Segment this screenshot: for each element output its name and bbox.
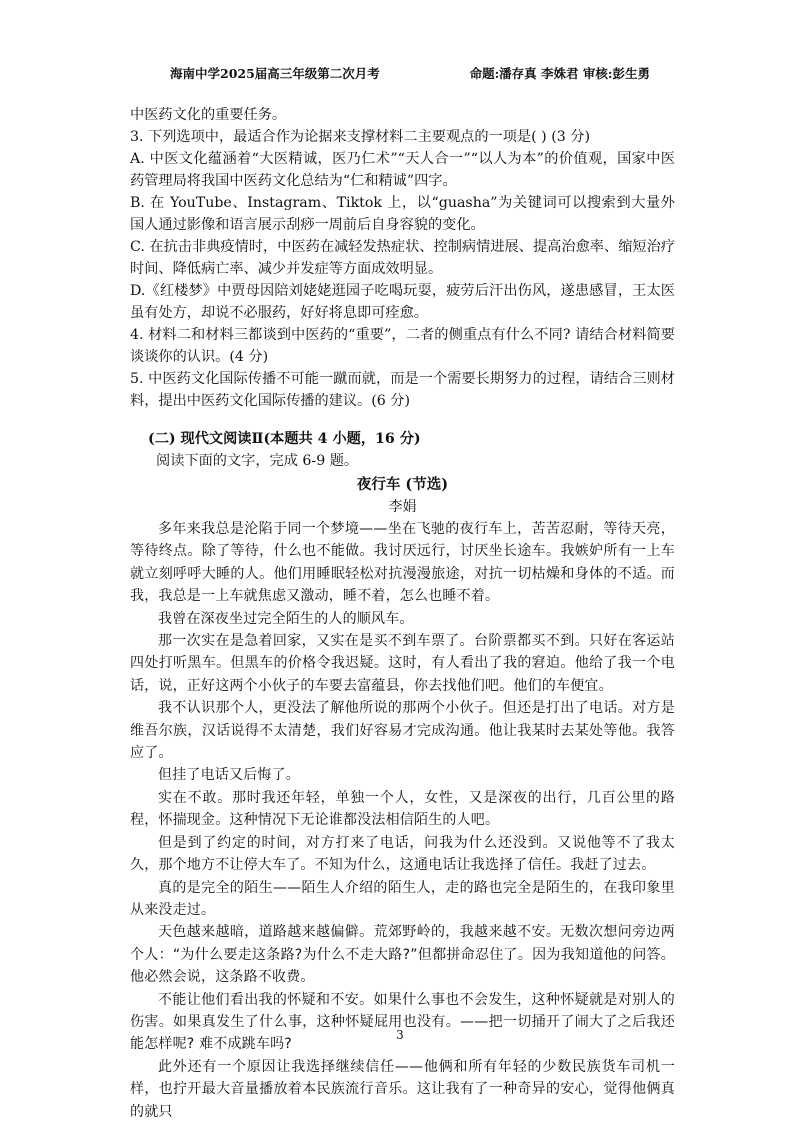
exam-credits: 命题:潘存真 李姝君 审核:彭生勇 (469, 66, 650, 81)
story-paragraph: 不能让他们看出我的怀疑和不安。如果什么事也不会发生，这种怀疑就是对别人的伤害。如果真发生了什么事，这种怀疑屁用也没有。——把一切捅开了闹大了之后我还能怎样呢? 难不成跳车吗? (130, 991, 675, 1053)
section-heading: (二) 现代文阅读Ⅱ(本题共 4 小题，16 分) (148, 431, 421, 447)
story-paragraph: 此外还有一个原因让我选择继续信任——他俩和所有年轻的少数民族货车司机一样，也拧开最大音量播放着本民族流行音乐。这让我有了一种奇异的安心，觉得他俩真的就只 (130, 1058, 675, 1120)
question-3: 3. 下列选项中，最适合作为论据来支撑材料二主要观点的一项是( ) (3 分) (130, 129, 590, 145)
option-b: B. 在 YouTube、Instagram、Tiktok 上，以“guasha”为关键词可以搜索到大量外国人通过影像和语言展示刮痧一周前后自身容貌的变化。 (130, 195, 675, 233)
option-a: A. 中医文化蕴涵着“大医精诚，医乃仁术”“天人合一”“以人为本”的价值观，国家中医药管理局将我国中医药文化总结为“仁和精诚”四字。 (130, 151, 675, 189)
page-header (170, 64, 650, 82)
page-number: 3 (396, 1028, 404, 1042)
option-c: C. 在抗击非典疫情时，中医药在减轻发热症状、控制病情进展、提高治愈率、缩短治疗时间、降低病亡率、减少并发症等方面成效明显。 (130, 239, 675, 277)
story-author: 李娟 (388, 499, 417, 515)
story-paragraph: 那一次实在是急着回家，又实在是买不到车票了。台阶票都买不到。只好在客运站四处打听黑车。但黑车的价格令我迟疑。这时，有人看出了我的窘迫。他给了我一个电话，说，正好这两个小伙子的车要去富蕴县，你去找他们吧。他们的车便宜。 (130, 633, 675, 694)
story-paragraph: 真的是完全的陌生——陌生人介绍的陌生人，走的路也完全是陌生的，在我印象里从来没走过。 (130, 879, 675, 918)
story-paragraph: 我曾在深夜坐过完全陌生的人的顺风车。 (158, 610, 414, 627)
story-paragraph: 实在不敢。那时我还年轻，单独一个人，女性，又是深夜的出行，几百公里的路程，怀揣现金。这种情况下无论谁都没法相信陌生的人吧。 (130, 789, 675, 829)
story-paragraph: 但是到了约定的时间，对方打来了电话，问我为什么还没到。又说他等不了我太久，那个地方不让停大车了。不知为什么，这通电话让我选择了信任。我赶了过去。 (130, 834, 675, 874)
story-paragraph: 我不认识那个人，更没法了解他所说的那两个小伙子。但还是打出了电话。对方是维吾尔族，汉话说得不太清楚，我们好容易才完成沟通。他让我某时去某处等他。我答应了。 (130, 700, 675, 762)
intro-line: 中医药文化的重要任务。 (130, 107, 287, 123)
story-title: 夜行车 (节选) (356, 476, 449, 493)
option-d: D.《红楼梦》中贾母因陪刘姥姥逛园子吃喝玩耍，疲劳后汗出伤风，遂患感冒，王太医虽有处方，却说不必服药，好好将息即可痊愈。 (130, 283, 675, 321)
page-body (130, 104, 675, 1123)
story-paragraph: 天色越来越暗，道路越来越偏僻。荒郊野岭的，我越来越不安。无数次想问旁边两个人：“为什么要走这条路?为什么不走大路?”但都拼命忍住了。因为我知道他的问答。他必然会说，这条路不收费。 (130, 924, 675, 986)
section-instruction: 阅读下面的文字，完成 6-9 题。 (156, 453, 359, 469)
story-paragraph: 但挂了电话又后悔了。 (158, 767, 300, 784)
exam-title: 海南中学2025届高三年级第二次月考 (170, 66, 380, 81)
question-5: 5. 中医药文化国际传播不可能一蹴而就，而是一个需要长期努力的过程，请结合三则材料，提出中医药文化国际传播的建议。(6 分) (130, 371, 675, 409)
story-paragraph: 多年来我总是沦陷于同一个梦境——坐在飞驰的夜行车上，苦苦忍耐，等待天亮，等待终点。除了等待，什么也不能做。我讨厌远行，讨厌坐长途车。我嫉妒所有一上车就立刻呼呼大睡的人。他们用睡眠轻松对抗漫漫旅途，对抗一切枯燥和身体的不适。而我，我总是一上车就焦虑又激动，睡不着，怎么也睡不着。 (130, 521, 675, 605)
question-4: 4. 材料二和材料三都谈到中医药的“重要”，二者的侧重点有什么不同? 请结合材料简要谈谈你的认识。(4 分) (130, 327, 675, 365)
